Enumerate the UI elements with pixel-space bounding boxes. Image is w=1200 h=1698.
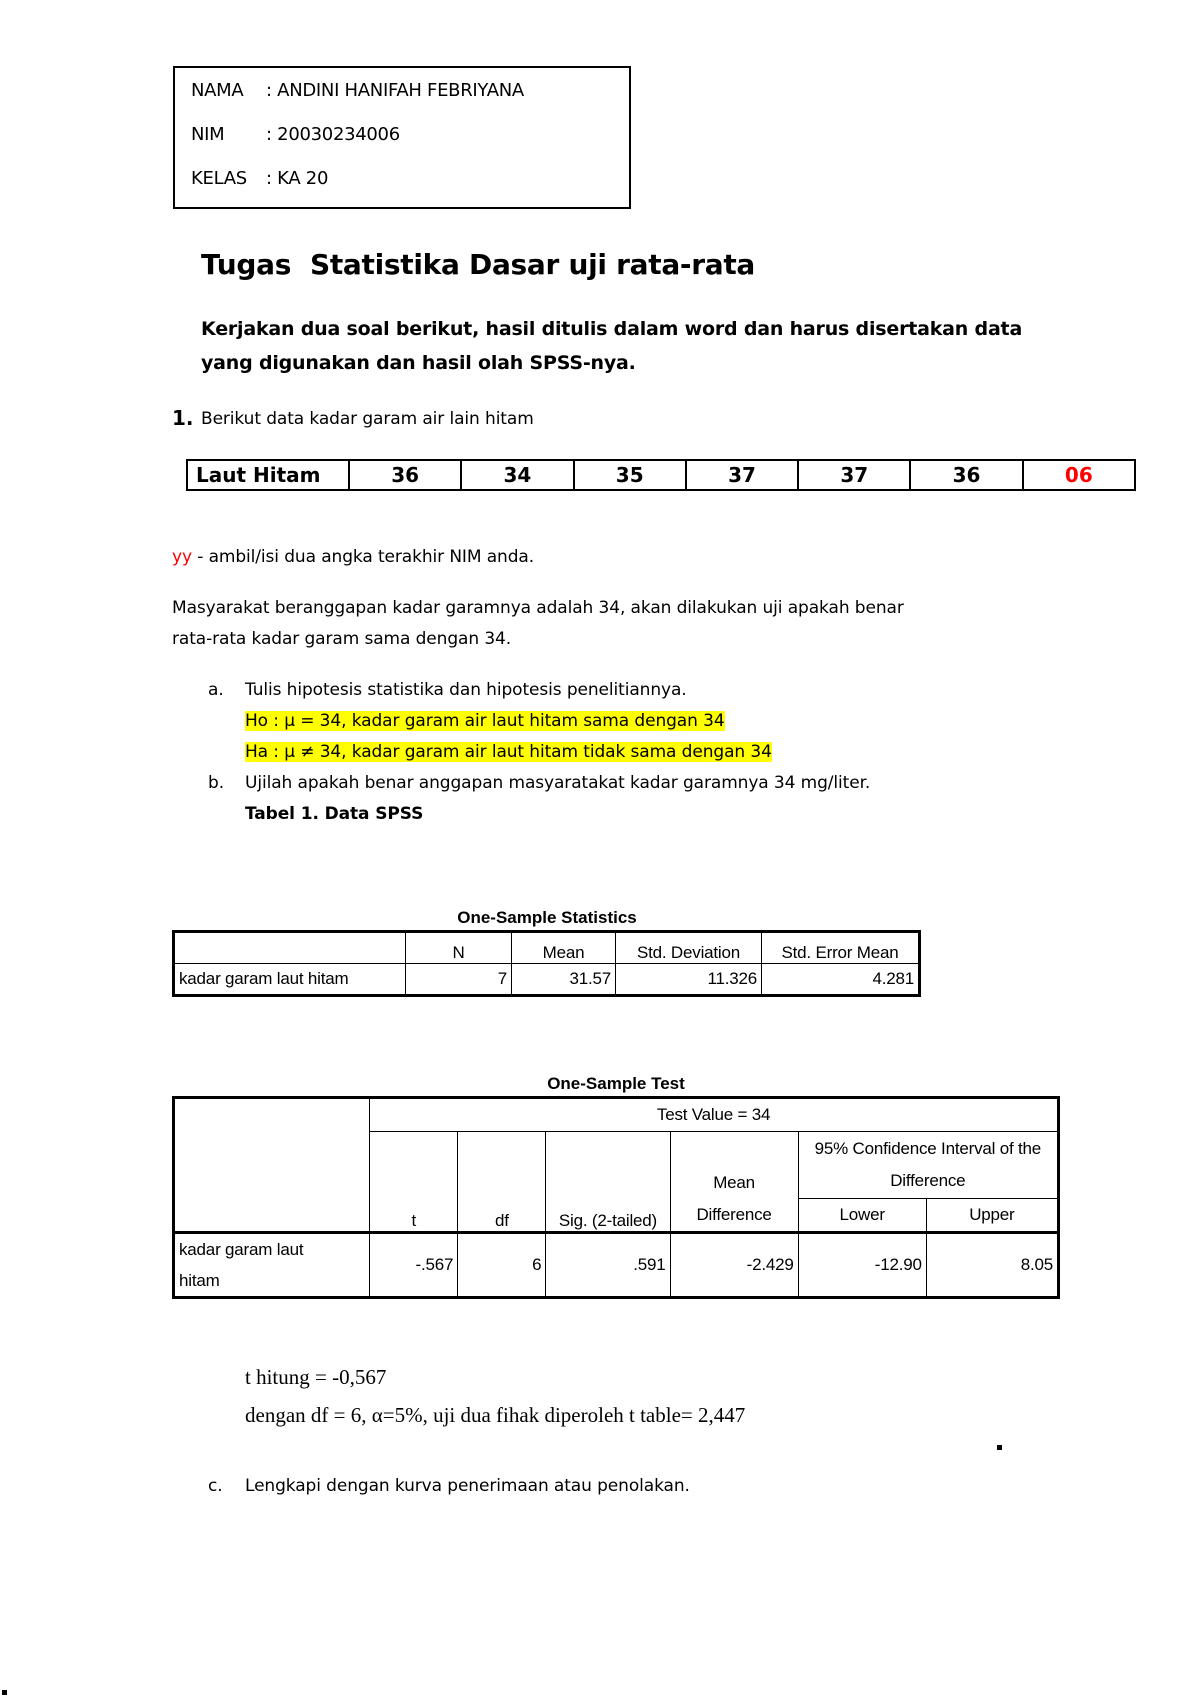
data-value: 37 <box>686 460 798 490</box>
test-title: One-Sample Test <box>547 1074 685 1093</box>
statistics-header: Std. Error Mean <box>762 932 920 964</box>
paragraph-line-2: rata-rata kadar garam sama dengan 34. <box>172 629 512 649</box>
test-data-row <box>174 1233 1059 1298</box>
yy-label: yy <box>172 547 192 567</box>
statistics-cell: 4.281 <box>762 964 920 996</box>
nama-line <box>191 80 524 101</box>
item-a-label: a. <box>208 680 224 700</box>
statistics-header: Mean <box>512 932 616 964</box>
nim-label: NIM <box>191 124 225 145</box>
question-text: Berikut data kadar garam air lain hitam <box>201 409 534 429</box>
statistics-header: Std. Deviation <box>616 932 762 964</box>
identity-box <box>173 66 631 209</box>
test-header-df: df <box>458 1132 546 1233</box>
test-table <box>172 1096 1060 1299</box>
item-a-text: Tulis hipotesis statistika dan hipotesis penelitiannya. <box>245 680 687 700</box>
yy-text: - ambil/isi dua angka terakhir NIM anda. <box>191 547 535 567</box>
item-c-label: c. <box>208 1476 223 1496</box>
instruction-line-1: Kerjakan dua soal berikut, hasil ditulis dalam word dan harus disertakan data <box>201 318 1023 340</box>
item-b-text: Ujilah apakah benar anggapan masyaratakat kadar garamnya 34 mg/liter. <box>245 773 871 793</box>
test-header-mean: Mean <box>713 1173 755 1192</box>
stray-dot <box>997 1445 1002 1450</box>
df-line: dengan df = 6, α=5%, uji dua fihak diperoleh t table= 2,447 <box>245 1403 746 1427</box>
page-title: Tugas Statistika Dasar uji rata-rata <box>201 248 756 281</box>
data-value: 37 <box>798 460 910 490</box>
instruction-line-2: yang digunakan dan hasil olah SPSS-nya. <box>201 352 636 374</box>
test-row-label: kadar garam laut hitam <box>174 1233 370 1298</box>
table-caption: Tabel 1. Data SPSS <box>245 804 424 824</box>
statistics-title: One-Sample Statistics <box>457 908 637 927</box>
test-header-difference: Difference <box>696 1205 772 1224</box>
nim-line <box>191 124 400 145</box>
test-header-sig: Sig. (2-tailed) <box>546 1132 670 1233</box>
data-value: 34 <box>461 460 573 490</box>
stray-dot <box>2 1690 7 1695</box>
kelas-label: KELAS <box>191 168 247 189</box>
hypothesis-ha <box>245 742 772 762</box>
test-cell: -.567 <box>370 1233 458 1298</box>
nim-value: : 20030234006 <box>266 124 400 145</box>
data-row <box>187 460 1135 490</box>
statistics-header-blank <box>174 932 406 964</box>
statistics-cell: 11.326 <box>616 964 762 996</box>
test-cell: 6 <box>458 1233 546 1298</box>
yy-note <box>172 547 534 567</box>
item-b-label: b. <box>208 773 224 793</box>
test-header-t: t <box>370 1132 458 1233</box>
test-cell: -2.429 <box>670 1233 798 1298</box>
data-row-label: Laut Hitam <box>187 460 349 490</box>
data-value: 35 <box>574 460 686 490</box>
nama-value: : ANDINI HANIFAH FEBRIYANA <box>266 80 524 101</box>
test-ci-header: 95% Confidence Interval of the Difference <box>798 1132 1058 1199</box>
statistics-row-label: kadar garam laut hitam <box>174 964 406 996</box>
test-header-upper: Upper <box>926 1199 1058 1233</box>
test-header-row-1 <box>174 1098 1059 1132</box>
test-cell: .591 <box>546 1233 670 1298</box>
hypothesis-ho-text: Ho : μ = 34, kadar garam air laut hitam sama dengan 34 <box>245 711 725 731</box>
data-value-yy: 06 <box>1023 460 1135 490</box>
item-c-text: Lengkapi dengan kurva penerimaan atau penolakan. <box>245 1476 690 1496</box>
statistics-header-row <box>174 932 920 964</box>
statistics-header: N <box>406 932 512 964</box>
nama-label: NAMA <box>191 80 244 101</box>
test-value-header: Test Value = 34 <box>370 1098 1059 1132</box>
test-header-lower: Lower <box>798 1199 926 1233</box>
test-cell: -12.90 <box>798 1233 926 1298</box>
statistics-cell: 31.57 <box>512 964 616 996</box>
test-cell: 8.05 <box>926 1233 1058 1298</box>
data-table <box>186 459 1136 491</box>
statistics-data-row <box>174 964 920 996</box>
statistics-table <box>172 930 921 997</box>
kelas-value: : KA 20 <box>266 168 329 189</box>
data-value: 36 <box>349 460 461 490</box>
statistics-cell: 7 <box>406 964 512 996</box>
hypothesis-ho <box>245 711 725 731</box>
test-header-mean-difference <box>670 1132 798 1233</box>
hypothesis-ha-text: Ha : μ ≠ 34, kadar garam air laut hitam tidak sama dengan 34 <box>245 742 772 762</box>
question-number: 1. <box>172 406 194 430</box>
data-value: 36 <box>910 460 1022 490</box>
t-hitung-line: t hitung = -0,567 <box>245 1365 387 1389</box>
kelas-line <box>191 168 328 189</box>
paragraph-line-1: Masyarakat beranggapan kadar garamnya adalah 34, akan dilakukan uji apakah benar <box>172 598 904 618</box>
test-header-blank <box>174 1098 370 1233</box>
